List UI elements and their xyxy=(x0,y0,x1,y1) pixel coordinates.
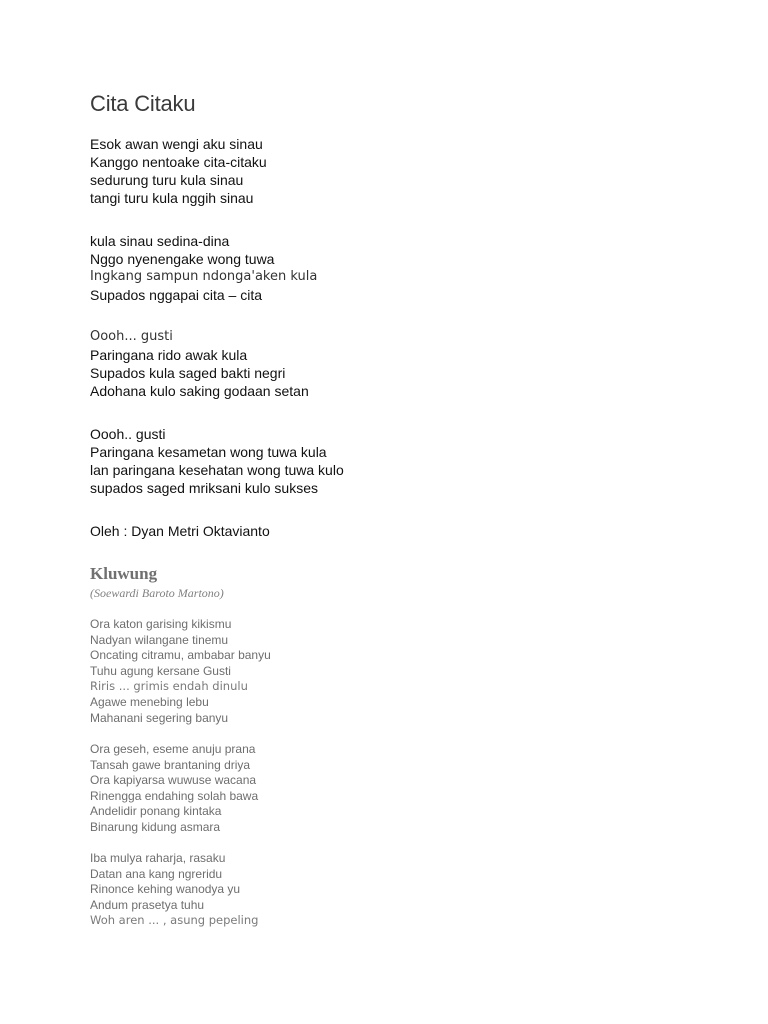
poem-line: Paringana kesametan wong tuwa kula xyxy=(90,444,327,460)
poem-line: Andelidir ponang kintaka xyxy=(90,804,222,819)
poem-line: sedurung turu kula sinau xyxy=(90,172,244,188)
poem-line: Datan ana kang ngreridu xyxy=(90,866,223,881)
poem-line: Oooh.. gusti xyxy=(90,426,166,442)
poem-line: Riris ... grimis endah dinulu xyxy=(90,679,248,694)
poem-line: Ora kapiyarsa wuwuse wacana xyxy=(90,773,257,788)
poem-line: Tansah gawe brantaning driya xyxy=(90,757,251,772)
poem-stanza xyxy=(90,232,317,304)
poem-stanza xyxy=(90,742,258,836)
poem-author: (Soewardi Baroto Martono) xyxy=(90,586,224,600)
poem-line: Ora geseh, eseme anuju prana xyxy=(90,742,256,756)
poem-line: tangi turu kula nggih sinau xyxy=(90,190,254,206)
poem-line: Woh aren ... , asung pepeling xyxy=(90,913,259,928)
poem-line: Supados kula saged bakti negri xyxy=(90,365,286,381)
poem-line: supados saged mriksani kulo sukses xyxy=(90,480,319,496)
poem-line: Paringana rido awak kula xyxy=(90,347,248,363)
poem-title: Cita Citaku xyxy=(90,91,196,116)
poem-line: Andum prasetya tuhu xyxy=(90,897,205,912)
poem-line: Nadyan wilangane tinemu xyxy=(90,632,229,647)
poem-line: Mahanani segering banyu xyxy=(90,710,229,725)
poem-stanza xyxy=(90,328,309,400)
poem-line: Esok awan wengi aku sinau xyxy=(90,136,263,152)
poem-line: Binarung kidung asmara xyxy=(90,819,221,834)
poem-line: Oooh... gusti xyxy=(90,329,173,344)
poem-line: Oncating citramu, ambabar banyu xyxy=(90,648,271,663)
poem-line: Tuhu agung kersane Gusti xyxy=(90,663,231,678)
poem-line: Ingkang sampun ndonga'aken kula xyxy=(90,269,318,284)
poem-line: Rinengga endahing solah bawa xyxy=(90,788,259,803)
poem-line: kula sinau sedina-dina xyxy=(90,233,230,249)
poem-line: Kanggo nentoake cita-citaku xyxy=(90,154,267,170)
poem-author: Oleh : Dyan Metri Oktavianto xyxy=(90,523,270,539)
poem-line: Ora katon garising kikismu xyxy=(90,617,232,631)
poem-stanza xyxy=(90,425,344,497)
poem-line: Supados nggapai cita – cita xyxy=(90,287,263,303)
poem-line: Adohana kulo saking godaan setan xyxy=(90,383,309,399)
poem-line: Rinonce kehing wanodya yu xyxy=(90,882,241,897)
poem-line: lan paringana kesehatan wong tuwa kulo xyxy=(90,462,344,478)
poem-stanza xyxy=(90,617,271,726)
poem-title: Kluwung xyxy=(90,564,158,583)
poem-stanza xyxy=(90,135,267,207)
poem-line: Iba mulya raharja, rasaku xyxy=(90,851,226,865)
poem-line: Nggo nyenengake wong tuwa xyxy=(90,251,275,267)
poem-stanza xyxy=(90,851,258,929)
poem-line: Agawe menebing lebu xyxy=(90,694,209,709)
